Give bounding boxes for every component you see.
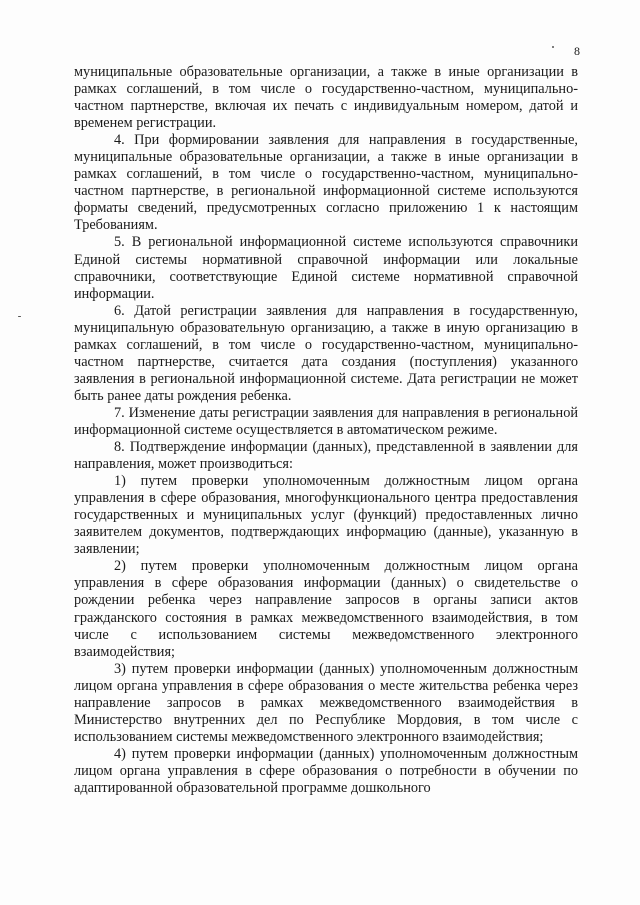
subitem-4: 4) путем проверки информации (данных) уполномоченным должностным лицом органа управления в сфере образования о потребности в обучении по адаптированной образовательной программе дошкольного: [74, 745, 578, 796]
paragraph-item-7: 7. Изменение даты регистрации заявления для направления в региональной информационной системе осуществляется в автоматическом режиме.: [74, 404, 578, 438]
page-number: 8: [574, 44, 580, 58]
subitem-1: 1) путем проверки уполномоченным должностным лицом органа управления в сфере образования, многофункционального центра предоставления государственных и муниципальных услуг (функций) предоставленных лично заявителем документов, подтверждающих информацию (данные), указанную в заявлении;: [74, 473, 578, 558]
subitem-2: 2) путем проверки уполномоченным должностным лицом органа управления в сфере образования информации (данных) о свидетельстве о рождении ребенка через направление запросов в органы записи актов гражданского состояния в рамках межведомственного взаимодействия, в том числе с использованием системы межведомственного электронного взаимодействия;: [74, 558, 578, 660]
document-body: [74, 64, 578, 797]
paragraph-item-6: 6. Датой регистрации заявления для направления в государственную, муниципальную образовательную организацию, а также в иную организацию в рамках соглашений, в том числе о государственно-частном, муниципально-частном партнерстве, считается дата создания (поступления) указанного заявления в региональной информационной системе. Дата регистрации не может быть ранее даты рождения ребенка.: [74, 302, 578, 404]
paragraph-item-5: 5. В региональной информационной системе используются справочники Единой системы нормативной справочной информации или локальные справочники, соответствующие Единой системе нормативной справочной информации.: [74, 234, 578, 302]
paragraph-continuation: муниципальные образовательные организации, а также в иные организации в рамках соглашений, в том числе о государственно-частном, муниципально-частном партнерстве, включая их печать с индивидуальным номером, датой и временем регистрации.: [74, 64, 578, 132]
scan-speck: [18, 316, 21, 317]
paragraph-item-4: 4. При формировании заявления для направления в государственные, муниципальные образовательные организации, а также в иные организации в рамках соглашений, в том числе о государственно-частном, муниципально-частном партнерстве, в региональной информационной системе используются форматы сведений, предусмотренных согласно приложению 1 к настоящим Требованиям.: [74, 132, 578, 234]
paragraph-item-8: 8. Подтверждение информации (данных), представленной в заявлении для направления, может производиться:: [74, 439, 578, 473]
scan-speck: [552, 46, 554, 48]
subitem-3: 3) путем проверки информации (данных) уполномоченным должностным лицом органа управления в сфере образования о месте жительства ребенка через направление запросов в рамках межведомственного взаимодействия в Министерство внутренних дел по Республике Мордовия, в том числе с использованием системы межведомственного электронного взаимодействия;: [74, 660, 578, 745]
